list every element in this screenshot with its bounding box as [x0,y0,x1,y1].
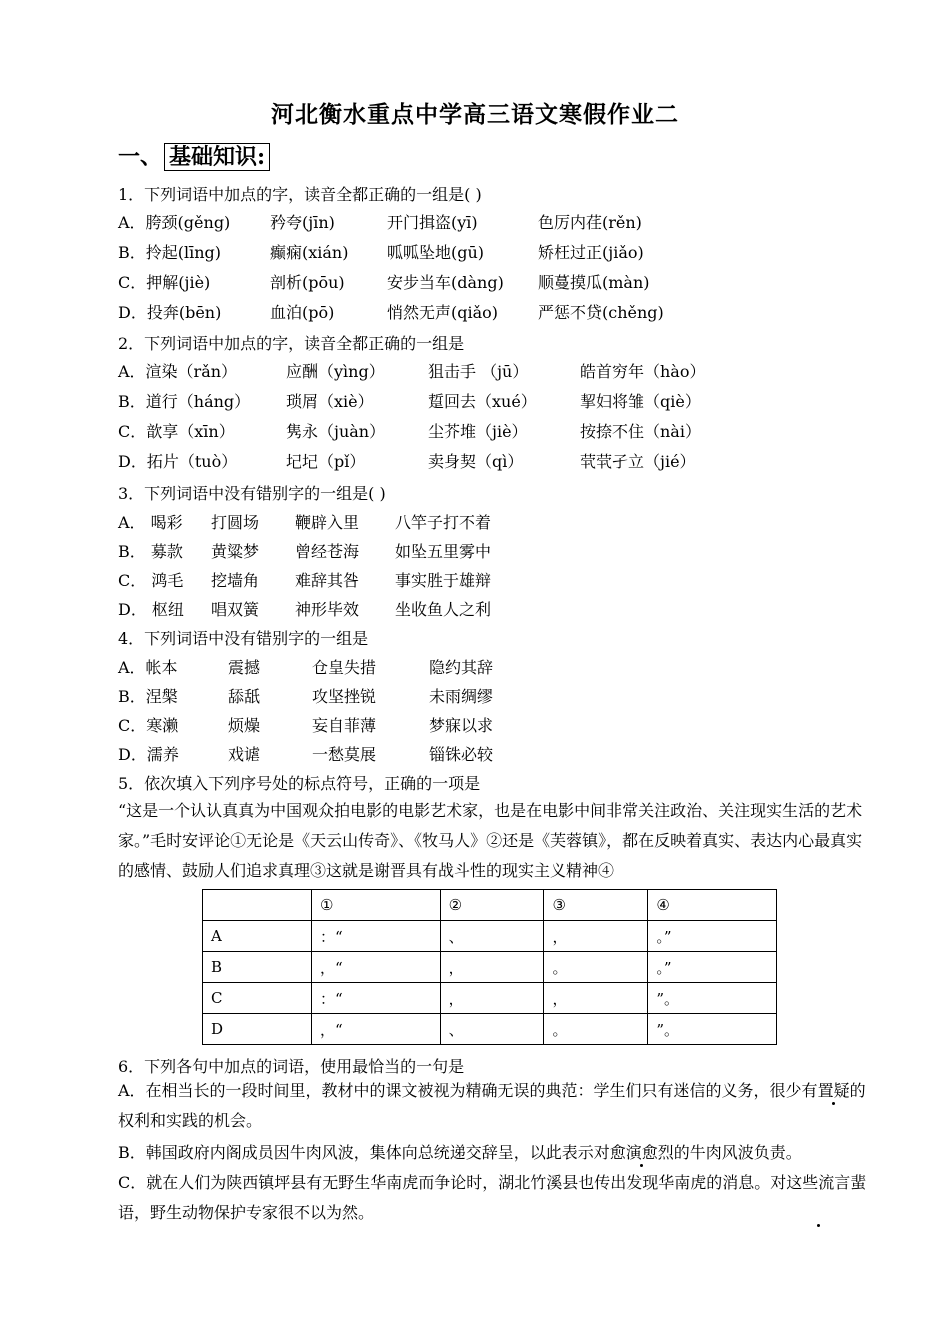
q3-c-1: C． 鸿毛 [118,571,184,590]
table-cell: D [203,1014,312,1045]
q1-c-2: 剖析(pōu) [270,273,345,292]
q2-a-1: A．渲染（rǎn） [118,362,238,381]
q1-c-3: 安步当车(dàng) [387,273,504,292]
q3-c-2: 挖墙角 [211,571,260,590]
q4-d-2: 戏谑 [228,745,261,764]
table-cell: 。” [648,952,777,983]
q6-option-a [118,1076,878,1136]
table-cell: B [203,952,312,983]
q4-c-4: 梦寐以求 [429,716,494,735]
q1-a-3: 开门揖盗(yī) [387,213,478,232]
table-row [203,983,777,1014]
q4-c-3: 妄自菲薄 [312,716,377,735]
q1-d-1: D．投奔(bēn) [118,303,222,322]
q3-b-1: B． 募款 [118,542,183,561]
table-row [203,952,777,983]
table-cell: 。” [648,921,777,952]
q3-d-1: D． 枢纽 [118,600,184,619]
q3-c-3: 难辞其咎 [295,571,360,590]
page-title: 河北衡水重点中学高三语文寒假作业二 [271,101,679,128]
table-row [203,921,777,952]
q2-b-3: 踅回去（xué） [428,392,537,411]
table-cell: ”。 [648,983,777,1014]
q3-a-1: A． 喝彩 [118,513,183,532]
q4-c-2: 烦燥 [228,716,261,735]
q1-a-4: 色厉内荏(rěn) [538,213,642,232]
q6-c-lead: C．就在人们为陕西镇坪县有无野生华南虎而争论时，湖北竹溪县也传出发现华南虎的消息。对这些 [118,1173,819,1192]
q3-a-3: 鞭辟入里 [295,513,360,532]
q3-c-4: 事实胜于雄辩 [395,571,492,590]
q1-d-2: 血泊(pō) [270,303,335,322]
table-cell: A [203,921,312,952]
q5-passage: “这是一个认认真真为中国观众拍电影的电影艺术家，也是在电影中间非常关注政治、关注现实生活的艺术家。”毛时安评论①无论是《天云山传奇》、《牧马人》②还是《芙蓉镇》，都在反映着真实、表达内心最真实的感情、鼓励人们追求真理③这就是谢晋具有战斗性的现实主义精神④ [118,801,863,880]
q5-stem: 5．依次填入下列序号处的标点符号，正确的一项是 [118,774,481,793]
q5-punctuation-table [202,889,777,1045]
table-cell: ④ [648,890,777,921]
table-cell: ② [440,890,544,921]
q3-b-3: 曾经苍海 [295,542,360,561]
q4-b-1: B．涅槃 [118,687,178,706]
table-cell: 、 [440,921,544,952]
table-cell: ， [544,921,648,952]
q3-b-4: 如坠五里雾中 [395,542,492,561]
q4-a-3: 仓皇失措 [312,658,377,677]
q2-a-2: 应酬（yìng） [286,362,385,381]
q1-c-1: C．押解(jiè) [118,273,211,292]
q3-d-4: 坐收鱼人之利 [395,600,492,619]
q2-b-4: 挈妇将雏（qiè） [580,392,701,411]
table-cell: ， [440,983,544,1014]
q6-a-dotted-word: 置疑 [817,1081,850,1100]
q1-d-3: 悄然无声(qiǎo) [387,303,499,322]
q2-d-1: D．拓片（tuò） [118,452,238,471]
q1-c-4: 顺蔓摸瓜(màn) [538,273,650,292]
q1-a-2: 矜夸(jīn) [270,213,335,232]
q4-b-2: 舔舐 [228,687,261,706]
table-cell: C [203,983,312,1014]
q6-stem: 6．下列各句中加点的词语，使用最恰当的一句是 [118,1057,465,1076]
q2-a-4: 皓首穷年（hào） [580,362,706,381]
q3-b-2: 黄粱梦 [211,542,260,561]
table-cell: ”。 [648,1014,777,1045]
table-cell: 。 [544,952,648,983]
q3-d-2: 唱双簧 [211,600,260,619]
q4-d-1: D．濡养 [118,745,179,764]
q2-a-3: 狙击手 （jū） [428,362,529,381]
q3-a-2: 打圆场 [211,513,260,532]
table-cell: 。 [544,1014,648,1045]
table-cell: ， [544,983,648,1014]
table-cell: 、 [440,1014,544,1045]
table-cell [203,890,312,921]
table-cell: ，“ [312,952,441,983]
q6-a-tail: 的权利和实践的机会。 [118,1081,866,1130]
table-cell: ：“ [312,983,441,1014]
table-cell: ③ [544,890,648,921]
section-label: 基础知识: [164,143,270,171]
q2-d-2: 圮圮（pǐ） [286,452,366,471]
section-heading [118,140,270,171]
q6-b-dotted-word: 愈演愈烈 [609,1143,674,1162]
section-number: 一、 [118,144,163,170]
q3-a-4: 八竿子打不着 [395,513,492,532]
q4-c-1: C．寒濑 [118,716,179,735]
q1-d-4: 严惩不贷(chěng) [538,303,664,322]
table-cell: ， [440,952,544,983]
q6-option-b [118,1138,878,1168]
q2-c-4: 按捺不住（nài） [580,422,701,441]
q4-b-4: 未雨绸缪 [429,687,494,706]
q4-a-4: 隐约其辞 [429,658,494,677]
q3-d-3: 神形毕效 [295,600,360,619]
q2-b-2: 琐屑（xiè） [286,392,374,411]
q2-c-1: C．歆享（xīn） [118,422,235,441]
q2-stem: 2．下列词语中加点的字，读音全都正确的一组是 [118,334,465,353]
q6-c-dotted-word: 流言蜚语 [118,1173,867,1222]
q2-c-3: 尘芥堆（jiè） [428,422,528,441]
q6-b-tail: 的牛肉风波负责。 [673,1143,802,1162]
table-cell: ，“ [312,1014,441,1045]
q1-b-4: 矫枉过正(jiǎo) [538,243,644,262]
q1-b-1: B．拎起(līng) [118,243,222,262]
q4-a-1: A．帐本 [118,658,178,677]
q1-b-2: 癫痫(xián) [270,243,349,262]
q2-d-4: 茕茕孑立（jié） [580,452,696,471]
q2-b-1: B．道行（háng） [118,392,251,411]
q2-c-2: 隽永（juàn） [286,422,386,441]
q1-b-3: 呱呱坠地(gū) [387,243,485,262]
q6-a-lead: A．在相当长的一段时间里，教材中的课文被视为精确无误的典范：学生们只有迷信的义务，很少有 [118,1081,818,1100]
q1-stem: 1．下列词语中加点的字，读音全都正确的一组是( ) [118,185,482,204]
table-row [203,1014,777,1045]
table-cell: ① [312,890,441,921]
q4-stem: 4．下列词语中没有错别字的一组是 [118,629,369,648]
q3-stem: 3．下列词语中没有错别字的一组是( ) [118,484,386,503]
q6-c-tail: ，野生动物保护专家很不以为然。 [134,1203,375,1222]
q6-b-lead: B．韩国政府内阁成员因牛肉风波，集体向总统递交辞呈，以此表示对 [118,1143,610,1162]
q4-d-3: 一愁莫展 [312,745,377,764]
q1-a-1: A．胯颈(gěng) [118,213,231,232]
q4-a-2: 震撼 [228,658,261,677]
table-cell: ：“ [312,921,441,952]
q4-b-3: 攻坚挫锐 [312,687,377,706]
q2-d-3: 卖身契（qì） [428,452,524,471]
table-header-row [203,890,777,921]
q6-option-c [118,1168,878,1228]
q4-d-4: 锱铢必较 [429,745,494,764]
